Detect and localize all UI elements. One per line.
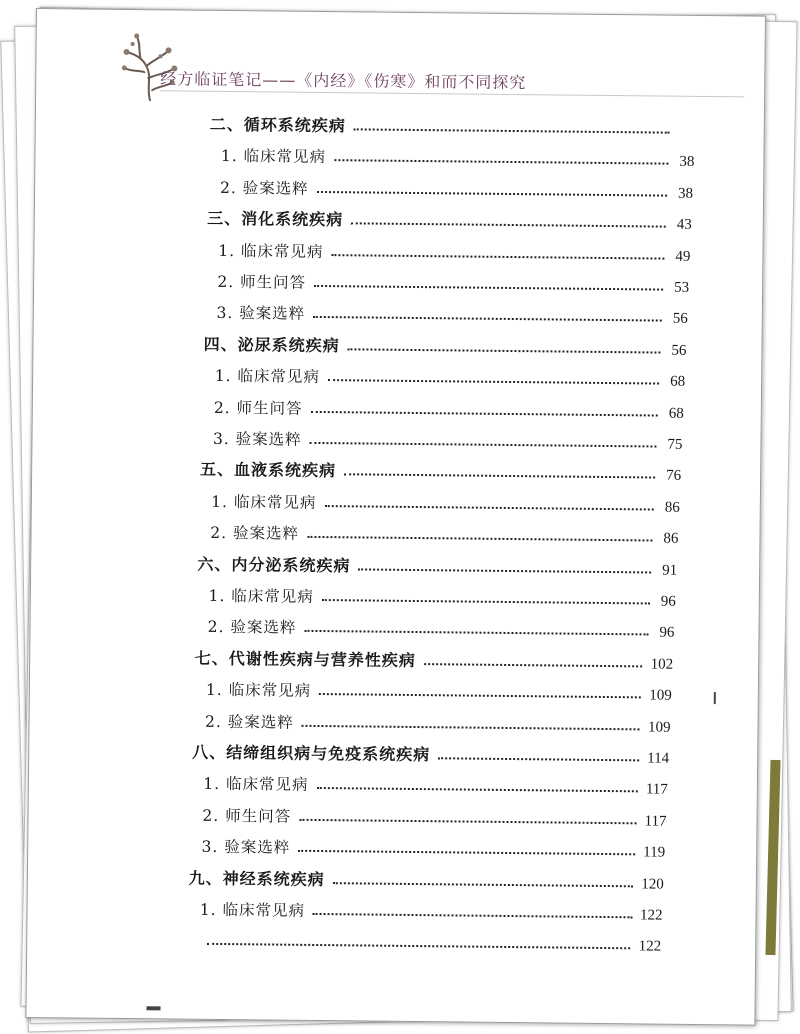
toc-section-entry[interactable]	[195, 644, 674, 673]
toc-subentry[interactable]	[214, 393, 684, 422]
toc-entry-label: 2. 验案选粹	[210, 524, 300, 543]
toc-page-number: 119	[643, 844, 666, 861]
toc-section-entry[interactable]	[189, 864, 664, 893]
dot-leader	[302, 724, 640, 730]
toc-entry-label: 3. 验案选粹	[216, 304, 306, 324]
dot-leader	[358, 568, 651, 573]
toc-page-number: 114	[647, 750, 670, 767]
toc-subentry[interactable]	[221, 142, 695, 171]
toc-section-entry[interactable]	[200, 456, 681, 485]
toc-entry-label: 五、血液系统疾病	[200, 460, 337, 481]
toc-entry-label: 2. 验案选粹	[207, 618, 297, 638]
dot-leader	[319, 693, 641, 698]
toc-subentry[interactable]	[215, 362, 686, 391]
toc-entry-label: 三、消化系统疾病	[207, 208, 344, 230]
toc-page-number: 68	[670, 373, 686, 391]
toc-subentry[interactable]	[216, 299, 688, 328]
toc-entry-label: 1. 临床常见病	[218, 241, 324, 261]
dot-leader	[307, 536, 652, 542]
toc-page-number: 96	[660, 593, 676, 610]
dot-leader	[324, 505, 653, 510]
toc-page-number: 38	[677, 185, 694, 202]
toc-entry-label: 3. 验案选粹	[212, 429, 302, 449]
toc-entry-label: 2. 师生问答	[217, 272, 307, 292]
toc-entry-label: 1. 临床常见病	[199, 900, 306, 920]
dot-leader	[334, 160, 668, 166]
toc-entry-label: 八、结缔组织病与免疫系统疾病	[192, 742, 431, 765]
toc-page-number: 38	[679, 154, 695, 171]
toc-entry-label: 1. 临床常见病	[205, 681, 312, 701]
dot-leader	[299, 819, 636, 825]
dot-leader	[424, 663, 643, 667]
toc-page-number: 43	[676, 216, 692, 234]
toc-subentry[interactable]	[211, 488, 680, 517]
header-title: 经方临证笔记——《内经》《伤寒》和而不同探究	[160, 69, 527, 93]
dot-leader	[344, 474, 655, 479]
toc-section-entry[interactable]	[204, 331, 687, 360]
toc-subentry[interactable]	[203, 770, 668, 799]
toc-subentry[interactable]	[208, 582, 675, 611]
toc-entry-label: 2. 师生问答	[202, 806, 292, 826]
toc-subentry[interactable]	[208, 613, 675, 642]
dot-leader	[298, 850, 635, 856]
toc-page-number: 122	[638, 938, 662, 955]
toc-page-number: 96	[659, 624, 675, 642]
toc-subentry[interactable]	[201, 833, 665, 862]
toc-page-number: 117	[644, 813, 667, 830]
toc-entry-label: 六、内分泌系统疾病	[197, 554, 351, 575]
toc-page-number: 76	[666, 468, 682, 485]
toc-page	[25, 8, 766, 1026]
dot-leader	[317, 191, 667, 197]
dot-leader	[351, 222, 666, 227]
toc-page-number: 49	[675, 248, 691, 265]
toc-page-number: 120	[641, 875, 664, 893]
toc-subentry[interactable]	[210, 519, 678, 548]
toc-page-number: 56	[671, 342, 687, 359]
dot-leader	[322, 599, 650, 604]
toc-section-entry[interactable]	[197, 550, 677, 579]
dot-leader	[354, 128, 670, 133]
toc-section-entry[interactable]	[210, 111, 696, 140]
dot-leader	[438, 757, 639, 761]
toc-entry-label: 七、代谢性疾病与营养性疾病	[194, 648, 416, 670]
toc-subentry[interactable]	[200, 896, 663, 925]
toc-subentry[interactable]	[206, 676, 672, 705]
toc-page-number: 53	[674, 279, 690, 296]
toc-entry-label: 1. 临床常见病	[208, 586, 314, 606]
dot-leader	[328, 379, 659, 384]
toc-entry-label: 3. 验案选粹	[201, 837, 291, 857]
toc-entry-label: 1. 临床常见病	[214, 367, 321, 387]
toc-page-number: 68	[668, 405, 684, 422]
toc-entry-label: 二、循环系统疾病	[209, 114, 346, 136]
dot-leader	[304, 630, 648, 636]
toc-page-number: 91	[662, 562, 678, 579]
toc-entry-label: 2. 师生问答	[213, 398, 303, 418]
dot-leader	[311, 410, 658, 416]
toc-page-number: 102	[650, 656, 674, 673]
dot-leader	[333, 882, 634, 887]
toc-page-number: 109	[647, 719, 671, 736]
toc-subentry[interactable]	[220, 174, 693, 203]
dot-leader	[313, 913, 632, 918]
toc-subentry[interactable]	[202, 802, 666, 831]
toc-subentry[interactable]	[218, 237, 690, 266]
toc-entry-label: 2. 验案选粹	[219, 178, 309, 198]
toc-subentry[interactable]	[213, 425, 683, 454]
toc-entry-label: 四、泌尿系统疾病	[203, 334, 340, 355]
dot-leader	[314, 285, 663, 291]
dot-leader	[316, 787, 637, 792]
toc-subentry[interactable]	[205, 707, 671, 736]
toc-entry-label: 1. 临床常见病	[203, 775, 309, 795]
toc-entry-label: 1. 临床常见病	[211, 492, 317, 512]
toc-page-number: 56	[672, 311, 688, 328]
dot-leader	[310, 442, 657, 448]
toc-section-entry[interactable]	[207, 205, 692, 234]
toc-section-entry[interactable]	[192, 739, 669, 768]
toc-subentry[interactable]	[217, 268, 689, 297]
dot-leader	[313, 316, 662, 322]
margin-mark	[714, 692, 716, 704]
dot-leader	[348, 348, 661, 353]
footer-mark	[147, 1006, 161, 1010]
dot-leader	[331, 254, 664, 259]
toc-entry-label: 九、神经系统疾病	[188, 868, 325, 889]
toc-page-number: 109	[649, 687, 672, 704]
toc-page-number: 122	[639, 907, 663, 924]
toc-page-number: 75	[667, 436, 683, 453]
dot-leader	[207, 943, 631, 949]
table-of-contents	[26, 9, 765, 1025]
toc-entry-label: 2. 验案选粹	[204, 712, 294, 732]
toc-page-number: 117	[645, 781, 668, 799]
toc-subentry[interactable]	[199, 927, 662, 956]
toc-entry-label: 1. 临床常见病	[220, 147, 327, 167]
toc-page-number: 86	[663, 530, 679, 547]
toc-page-number: 86	[664, 499, 680, 516]
